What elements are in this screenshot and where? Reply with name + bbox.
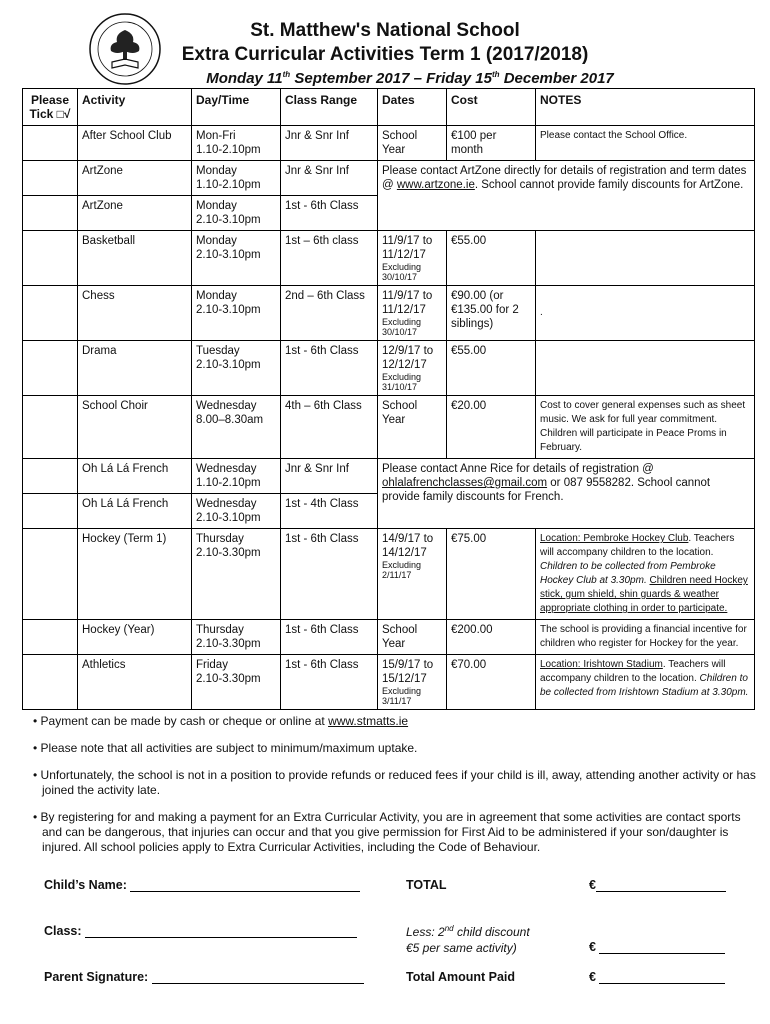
class-range: 2nd – 6th Class <box>281 286 378 341</box>
tick-box[interactable] <box>23 161 78 196</box>
discount-label: Less: 2nd child discount €5 per same activity) <box>406 924 530 955</box>
table-row <box>23 286 755 341</box>
class-range: Jnr & Snr Inf <box>281 161 378 196</box>
tick-box[interactable] <box>23 126 78 161</box>
bullet-payment: • Payment can be made by cash or cheque or online at www.stmatts.ie <box>33 714 409 728</box>
class-range: 1st - 4th Class <box>281 494 378 529</box>
discount-row: € <box>589 940 725 954</box>
activity-name: Oh Lá Lá French <box>78 494 192 529</box>
tick-box[interactable] <box>23 231 78 286</box>
activity-name: After School Club <box>78 126 192 161</box>
bullet-uptake: • Please note that all activities are subject to minimum/maximum uptake. <box>33 741 418 755</box>
activity-name: Hockey (Year) <box>78 620 192 655</box>
class-range: 1st - 6th Class <box>281 620 378 655</box>
french-note: Please contact Anne Rice for details of registration @ ohlalafrenchclasses@gmail.com or 087 9558282. School cannot provide family discounts for French. <box>378 459 755 529</box>
day-time: Thursday 2.10-3.30pm <box>192 529 281 620</box>
bullet-refunds: • Unfortunately, the school is not in a position to provide refunds or reduced fees if your child is ill, away, attending another activity or has joined the activity late. <box>33 768 756 797</box>
table-row <box>23 529 755 620</box>
day-time: Monday 2.10-3.10pm <box>192 286 281 341</box>
notes: Please contact the School Office. <box>536 126 755 161</box>
class-field[interactable] <box>85 937 357 938</box>
class-range: Jnr & Snr Inf <box>281 126 378 161</box>
table-row <box>23 341 755 396</box>
dates: 11/9/17 to 11/12/17 Excluding 30/10/17 <box>378 286 447 341</box>
class-label: Class: <box>44 924 82 938</box>
class-range: 1st - 6th Class <box>281 341 378 396</box>
parent-signature-field[interactable] <box>152 983 364 984</box>
notes: Location: Pembroke Hockey Club. Teachers will accompany children to the location. Children to be collected from Pembroke Hockey Club at 3.30pm. Children need Hockey stick, gum shield, shin guards & weather appropriate clothing in order to participate. <box>536 529 755 620</box>
dates: School Year <box>378 126 447 161</box>
dates: 15/9/17 to 15/12/17 Excluding 3/11/17 <box>378 655 447 710</box>
activity-name: Basketball <box>78 231 192 286</box>
discount-field[interactable] <box>599 953 725 954</box>
tick-box[interactable] <box>23 620 78 655</box>
col-notes: NOTES <box>536 89 755 126</box>
dates: 14/9/17 to 14/12/17 Excluding 2/11/17 <box>378 529 447 620</box>
notes <box>536 341 755 396</box>
total-paid-label: Total Amount Paid <box>406 970 516 984</box>
dates: 12/9/17 to 12/12/17 Excluding 31/10/17 <box>378 341 447 396</box>
activity-name: School Choir <box>78 396 192 459</box>
parent-signature-row <box>44 970 364 984</box>
french-email-link[interactable]: ohlalafrenchclasses@gmail.com <box>382 477 548 489</box>
day-time: Monday 2.10-3.10pm <box>192 231 281 286</box>
activity-name: Athletics <box>78 655 192 710</box>
day-time: Monday 2.10-3.10pm <box>192 196 281 231</box>
cost: €100 per month <box>447 126 536 161</box>
tick-box[interactable] <box>23 459 78 494</box>
notes: Cost to cover general expenses such as sheet music. We ask for full year commitment. Children will participate in Peace Proms in February. <box>536 396 755 459</box>
tick-box[interactable] <box>23 529 78 620</box>
notes: . <box>536 286 755 341</box>
class-row <box>44 924 357 938</box>
col-class-range: Class Range <box>281 89 378 126</box>
tick-box[interactable] <box>23 396 78 459</box>
page-title: Extra Curricular Activities Term 1 (2017/2018) <box>181 44 589 65</box>
tick-box[interactable] <box>23 286 78 341</box>
class-range: 1st - 6th Class <box>281 655 378 710</box>
day-time: Wednesday 2.10-3.10pm <box>192 494 281 529</box>
table-row <box>23 459 755 494</box>
cost: €70.00 <box>447 655 536 710</box>
table-row <box>23 620 755 655</box>
class-range: Jnr & Snr Inf <box>281 459 378 494</box>
artzone-note: Please contact ArtZone directly for details of registration and term dates @ www.artzone.ie. School cannot provide family discounts for ArtZone. <box>378 161 755 231</box>
school-website-link[interactable]: www.stmatts.ie <box>328 714 409 728</box>
tick-box[interactable] <box>23 494 78 529</box>
day-time: Thursday 2.10-3.30pm <box>192 620 281 655</box>
notes: Location: Irishtown Stadium. Teachers will accompany children to the location. Children to be collected from Irishtown Stadium at 3.30pm. <box>536 655 755 710</box>
activities-table <box>22 88 755 710</box>
table-row <box>23 396 755 459</box>
total-field[interactable] <box>596 891 726 892</box>
child-name-field[interactable] <box>130 891 360 892</box>
total-label: TOTAL <box>406 878 447 892</box>
dates: School Year <box>378 620 447 655</box>
term-dates: Monday 11th September 2017 – Friday 15th December 2017 <box>206 70 614 87</box>
cost: €55.00 <box>447 231 536 286</box>
child-name-label: Child’s Name: <box>44 878 127 892</box>
table-row <box>23 655 755 710</box>
total-paid-field[interactable] <box>599 983 725 984</box>
activity-name: Drama <box>78 341 192 396</box>
col-tick: Please Tick □√ <box>23 89 78 126</box>
school-name: St. Matthew's National School <box>250 20 520 41</box>
tick-box[interactable] <box>23 196 78 231</box>
col-activity: Activity <box>78 89 192 126</box>
col-cost: Cost <box>447 89 536 126</box>
activity-name: Oh Lá Lá French <box>78 459 192 494</box>
day-time: Monday 1.10-2.10pm <box>192 161 281 196</box>
table-row <box>23 161 755 196</box>
class-range: 4th – 6th Class <box>281 396 378 459</box>
cost: €55.00 <box>447 341 536 396</box>
cost: €90.00 (or €135.00 for 2 siblings) <box>447 286 536 341</box>
day-time: Tuesday 2.10-3.10pm <box>192 341 281 396</box>
activity-name: Hockey (Term 1) <box>78 529 192 620</box>
dates: School Year <box>378 396 447 459</box>
table-row <box>23 231 755 286</box>
notes: The school is providing a financial incentive for children who register for Hockey for the year. <box>536 620 755 655</box>
day-time: Friday 2.10-3.30pm <box>192 655 281 710</box>
activity-name: Chess <box>78 286 192 341</box>
table-row <box>23 126 755 161</box>
tick-box[interactable] <box>23 341 78 396</box>
col-daytime: Day/Time <box>192 89 281 126</box>
class-range: 1st - 6th Class <box>281 529 378 620</box>
class-range: 1st - 6th Class <box>281 196 378 231</box>
notes <box>536 231 755 286</box>
tick-box[interactable] <box>23 655 78 710</box>
day-time: Mon-Fri 1.10-2.10pm <box>192 126 281 161</box>
activity-name: ArtZone <box>78 161 192 196</box>
child-name-row <box>44 878 360 892</box>
total-paid-row: € <box>589 970 725 984</box>
cost: €200.00 <box>447 620 536 655</box>
day-time: Wednesday 1.10-2.10pm <box>192 459 281 494</box>
artzone-link[interactable]: www.artzone.ie <box>396 179 475 191</box>
total-row: € <box>589 878 726 892</box>
activity-name: ArtZone <box>78 196 192 231</box>
parent-signature-label: Parent Signature: <box>44 970 149 984</box>
day-time: Wednesday 8.00–8.30am <box>192 396 281 459</box>
cost: €75.00 <box>447 529 536 620</box>
dates: 11/9/17 to 11/12/17 Excluding 30/10/17 <box>378 231 447 286</box>
cost: €20.00 <box>447 396 536 459</box>
col-dates: Dates <box>378 89 447 126</box>
class-range: 1st – 6th class <box>281 231 378 286</box>
bullet-consent: • By registering for and making a payment for an Extra Curricular Activity, you are in agreement that some activities are contact sports and can be dangerous, that injuries can occur and that you give permission for First Aid to be administered if your son/daughter is injured. All school policies apply to Extra Curricular Activities, including the Code of Behaviour. <box>33 810 741 854</box>
info-bullets <box>30 714 760 867</box>
table-header-row <box>23 89 755 126</box>
